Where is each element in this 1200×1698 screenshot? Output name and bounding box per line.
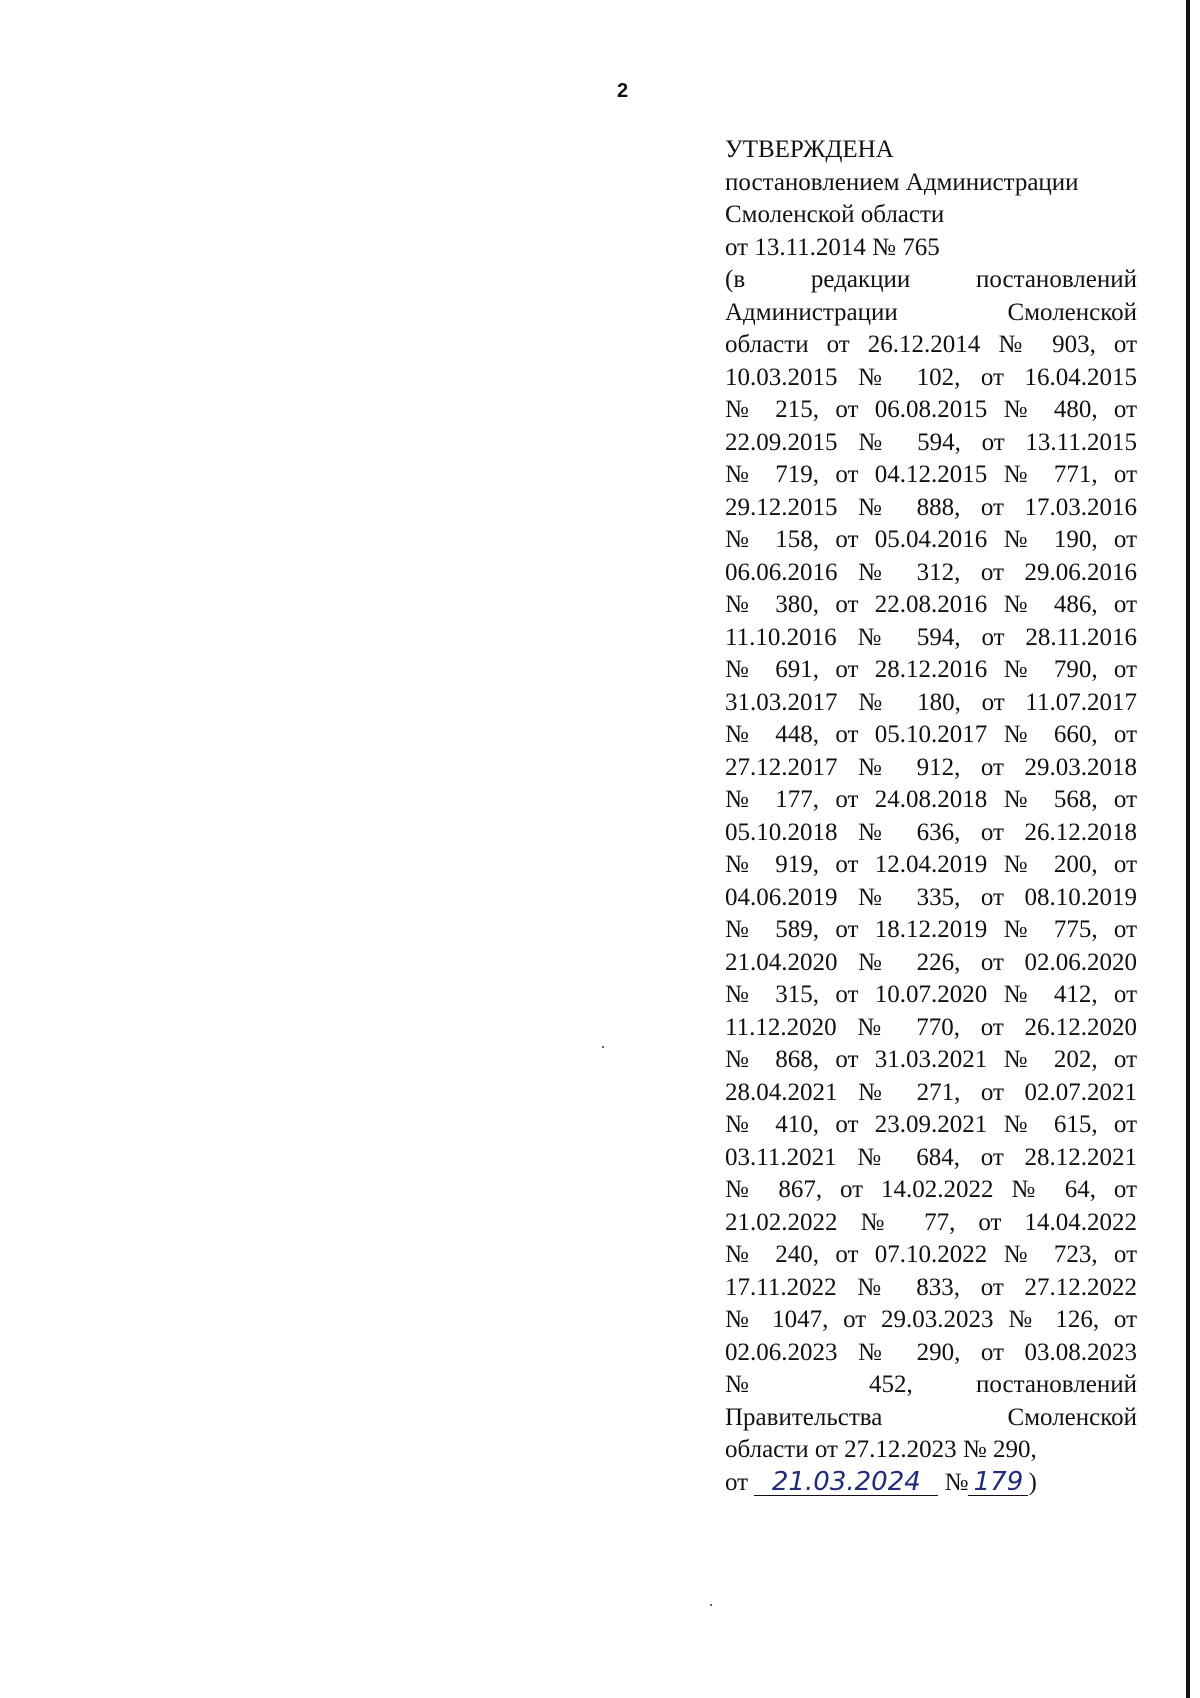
number-sign: №	[944, 1468, 969, 1496]
amendment-line: № 452, постановлений	[725, 1371, 1137, 1398]
amendment-line: № 1047, от 29.03.2023 № 126, от	[725, 1306, 1137, 1333]
handwritten-number: 179	[968, 1469, 1028, 1496]
amendment-line: 04.06.2019 № 335, от 08.10.2019	[725, 883, 1137, 911]
amendment-line: Правительства Смоленской	[725, 1403, 1137, 1431]
page-edge-border	[1186, 0, 1190, 1698]
amendment-line: 11.12.2020 № 770, от 26.12.2020	[725, 1013, 1137, 1041]
amendment-line: № 868, от 31.03.2021 № 202, от	[725, 1046, 1137, 1073]
amendment-line: № 215, от 06.08.2015 № 480, от	[725, 396, 1137, 423]
amendment-line: № 691, от 28.12.2016 № 790, от	[725, 656, 1137, 683]
scan-speck	[602, 1046, 604, 1048]
amendment-line: Администрации Смоленской	[725, 298, 1137, 326]
closing-paren: )	[1028, 1468, 1037, 1496]
amendment-line: 21.02.2022 № 77, от 14.04.2022	[725, 1208, 1137, 1236]
amendment-tail-line: области от 27.12.2023 № 290,	[725, 1436, 1037, 1463]
amendment-line: 29.12.2015 № 888, от 17.03.2016	[725, 493, 1137, 521]
amendment-line: № 867, от 14.02.2022 № 64, от	[725, 1176, 1137, 1203]
amendment-line: 28.04.2021 № 271, от 02.07.2021	[725, 1078, 1137, 1106]
amendment-line: № 919, от 12.04.2019 № 200, от	[725, 851, 1137, 878]
amendment-line: № 448, от 05.10.2017 № 660, от	[725, 721, 1137, 748]
approval-line: от 13.11.2014 № 765	[725, 233, 940, 261]
amendment-line: 03.11.2021 № 684, от 28.12.2021	[725, 1143, 1137, 1171]
amendment-line: № 719, от 04.12.2015 № 771, от	[725, 461, 1137, 488]
scan-speck	[710, 1604, 712, 1606]
handwritten-signature-line	[725, 1467, 1137, 1500]
approval-heading: УТВЕРЖДЕНА	[725, 136, 894, 163]
amendment-line: № 410, от 23.09.2021 № 615, от	[725, 1111, 1137, 1138]
final-prefix: от	[725, 1468, 749, 1496]
amendment-line: (в редакции постановлений	[725, 266, 1137, 293]
handwritten-date: 21.03.2024	[754, 1469, 938, 1496]
amendment-line: 10.03.2015 № 102, от 16.04.2015	[725, 363, 1137, 391]
amendment-line: 31.03.2017 № 180, от 11.07.2017	[725, 688, 1137, 716]
amendment-line: 11.10.2016 № 594, от 28.11.2016	[725, 623, 1137, 651]
amendment-line: 05.10.2018 № 636, от 26.12.2018	[725, 818, 1137, 846]
page-number: 2	[617, 80, 629, 102]
approval-line: Смоленской области	[725, 201, 945, 228]
amendment-line: 27.12.2017 № 912, от 29.03.2018	[725, 753, 1137, 781]
amendment-line: области от 26.12.2014 № 903, от	[725, 331, 1137, 358]
amendment-line: № 589, от 18.12.2019 № 775, от	[725, 916, 1137, 943]
amendment-line: 06.06.2016 № 312, от 29.06.2016	[725, 558, 1137, 586]
amendment-line: 17.11.2022 № 833, от 27.12.2022	[725, 1273, 1137, 1301]
approval-block	[725, 134, 1137, 1499]
amendment-line: № 315, от 10.07.2020 № 412, от	[725, 981, 1137, 1008]
amendments-list	[725, 264, 1137, 1434]
amendment-line: № 240, от 07.10.2022 № 723, от	[725, 1241, 1137, 1268]
amendment-line: № 177, от 24.08.2018 № 568, от	[725, 786, 1137, 813]
amendment-line: № 380, от 22.08.2016 № 486, от	[725, 591, 1137, 618]
amendment-line: № 158, от 05.04.2016 № 190, от	[725, 526, 1137, 553]
amendment-line: 21.04.2020 № 226, от 02.06.2020	[725, 948, 1137, 976]
approval-line: постановлением Администрации	[725, 168, 1079, 196]
amendment-line: 22.09.2015 № 594, от 13.11.2015	[725, 428, 1137, 456]
amendment-line: 02.06.2023 № 290, от 03.08.2023	[725, 1338, 1137, 1366]
